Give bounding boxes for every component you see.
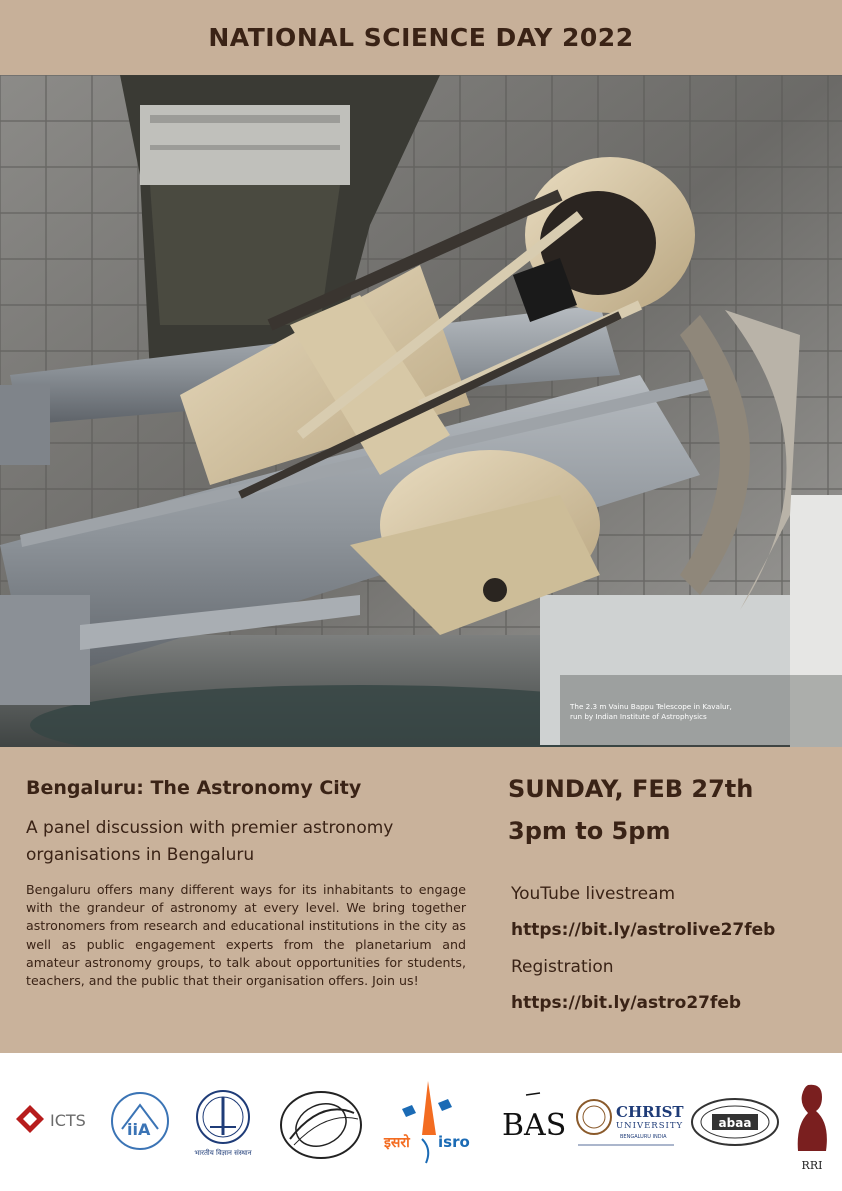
event-info-band <box>0 747 842 1053</box>
abaa-logo <box>690 1097 780 1147</box>
christ-name: CHRIST <box>616 1103 684 1121</box>
event-description: Bengaluru offers many different ways for its inhabitants to engage with the grandeur of astronomy at every level. We bring together astronomers from research and educational institutions in the city as well as public engagement experts from the planetarium and amateur astronomy groups, to talk about opportunities for students, teachers, and the public that their organisation offers. Join us! <box>26 882 466 989</box>
event-title: Bengaluru: The Astronomy City <box>26 777 362 799</box>
icts-logo <box>14 1103 98 1135</box>
page-title: NATIONAL SCIENCE DAY 2022 <box>208 23 634 52</box>
christ-university-logo <box>576 1093 684 1157</box>
rri-logo <box>788 1079 838 1179</box>
header-band <box>0 0 842 75</box>
abaa-text: abaa <box>718 1116 752 1130</box>
christ-city: BENGALURU INDIA <box>620 1134 667 1140</box>
bas-logo <box>500 1091 567 1147</box>
rri-text: RRI <box>801 1159 823 1172</box>
registration-label: Registration <box>511 957 614 977</box>
livestream-label: YouTube livestream <box>511 884 676 904</box>
isro-text: isro <box>438 1133 470 1151</box>
telescope-photo <box>0 75 842 747</box>
isro-logo <box>382 1079 482 1165</box>
planetarium-logo <box>278 1089 364 1161</box>
partner-logos <box>0 1053 842 1191</box>
event-subtitle: A panel discussion with premier astronomy organisations in Bengaluru <box>26 818 394 865</box>
event-time: 3pm to 5pm <box>508 817 671 845</box>
event-date: SUNDAY, FEB 27th <box>508 775 754 803</box>
iia-logo <box>110 1091 170 1151</box>
iisc-text: भारतीय विज्ञान संस्थान <box>194 1149 252 1157</box>
caption-line-1: The 2.3 m Vainu Bappu Telescope in Kavalur, <box>570 702 732 711</box>
registration-link[interactable]: https://bit.ly/astro27feb <box>511 993 742 1013</box>
icts-text: ICTS <box>50 1111 86 1130</box>
christ-sub: UNIVERSITY <box>616 1121 684 1131</box>
livestream-link[interactable]: https://bit.ly/astrolive27feb <box>511 920 776 940</box>
isro-hindi-text: इसरो <box>384 1135 410 1151</box>
caption-line-2: run by Indian Institute of Astrophysics <box>570 712 707 721</box>
photo-caption <box>570 702 750 722</box>
bas-text: BAS <box>502 1108 567 1143</box>
iia-text: iiA <box>127 1120 151 1139</box>
iisc-logo <box>188 1087 258 1159</box>
